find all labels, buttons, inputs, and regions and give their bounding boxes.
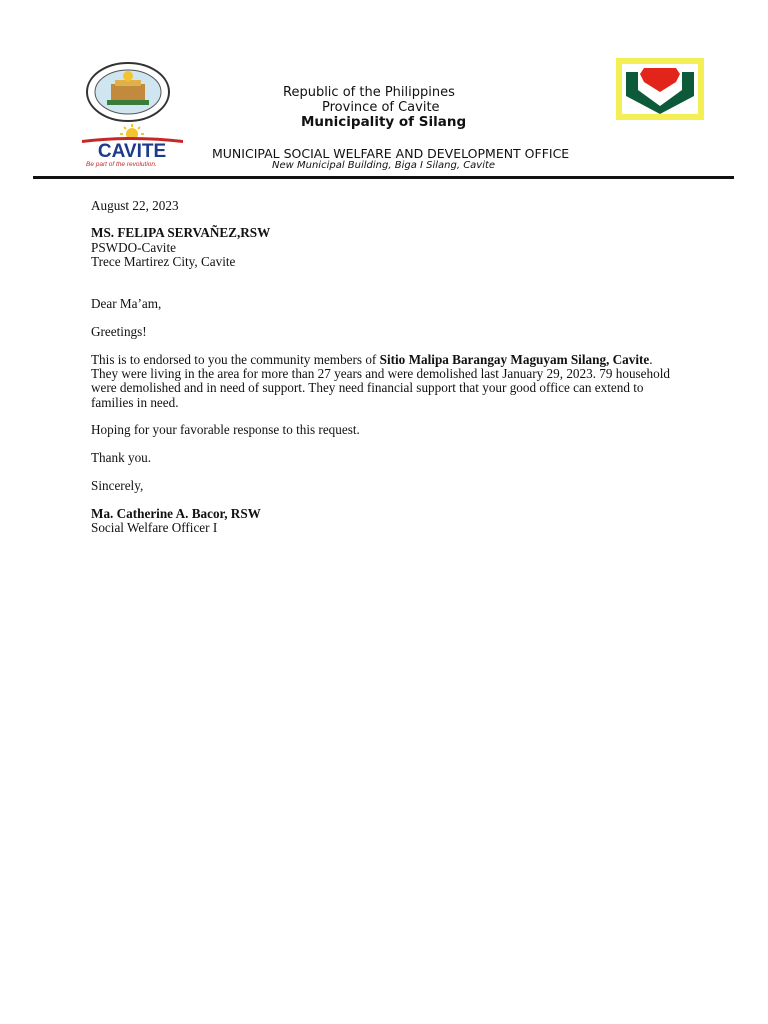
thank-you: Thank you. — [91, 450, 152, 465]
body-location: Sitio Malipa Barangay Maguyam Silang, Cavite — [379, 352, 650, 367]
salutation: Dear Ma’am, — [91, 296, 162, 311]
silang-seal-logo — [85, 62, 171, 122]
cavite-logo-wordmark: CAVITE — [97, 141, 167, 162]
recipient-name: MS. FELIPA SERVAÑEZ,RSW — [91, 225, 271, 240]
header-address: New Municipal Building, Biga I Silang, Cavite — [272, 160, 496, 171]
body-intro: This is to endorsed to you the community members of — [91, 352, 380, 367]
closing-request: Hoping for your favorable response to this request. — [91, 422, 360, 437]
header-office-name: MUNICIPAL SOCIAL WELFARE AND DEVELOPMENT OFFICE — [212, 146, 570, 161]
header-municipality: Municipality of Silang — [301, 114, 467, 130]
header-divider — [33, 176, 734, 179]
signatory-title: Social Welfare Officer I — [91, 520, 218, 535]
dswd-logo — [616, 58, 704, 120]
header-republic: Republic of the Philippines — [283, 85, 455, 100]
greeting: Greetings! — [91, 324, 147, 339]
letter-date: August 22, 2023 — [91, 198, 179, 213]
body-rest: . They were living in the area for more than 27 years and were demolished last January 29, 2023. 79 household were demolished and in need of support. They need financial support that your good office can extend to families in need. — [91, 352, 670, 410]
body-paragraph — [91, 353, 671, 410]
cavite-logo-tagline: Be part of the revolution. — [86, 161, 157, 168]
complimentary-close: Sincerely, — [91, 478, 144, 493]
signatory-name: Ma. Catherine A. Bacor, RSW — [91, 506, 261, 521]
cavite-province-logo — [80, 124, 185, 169]
recipient-office: PSWDO-Cavite — [91, 240, 176, 255]
header-province: Province of Cavite — [322, 100, 440, 115]
recipient-city: Trece Martirez City, Cavite — [91, 254, 236, 269]
